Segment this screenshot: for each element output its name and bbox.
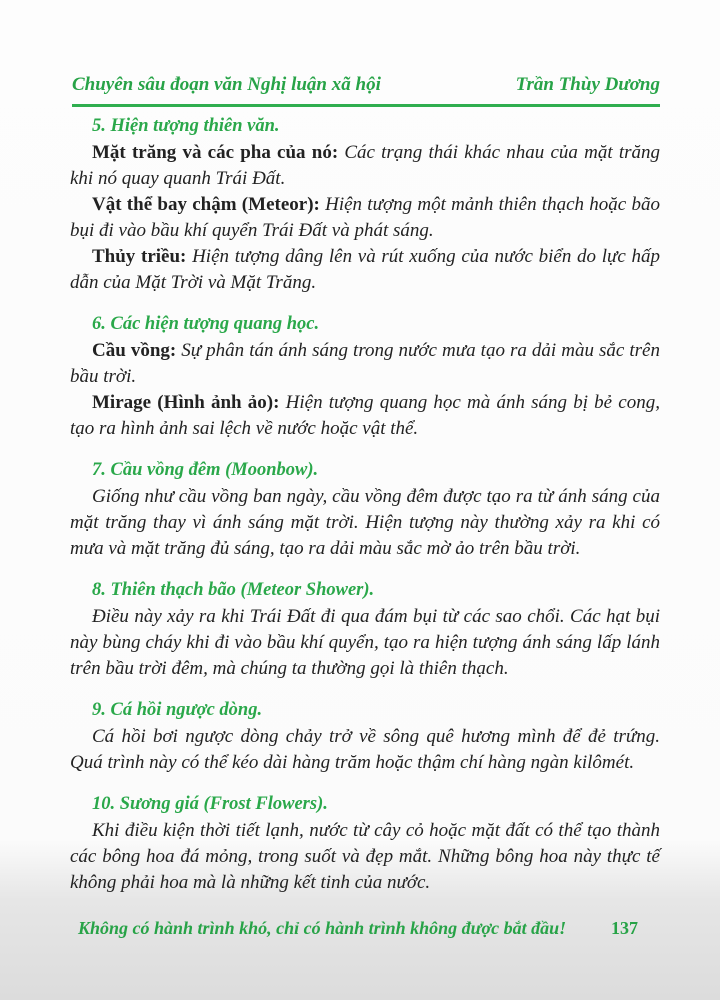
section-heading: 8. Thiên thạch bão (Meteor Shower).	[92, 580, 375, 600]
definition: Hiện tượng dâng lên và rút xuống của nước biển do lực hấp dẫn của Mặt Trời và Mặt Trăng.	[70, 246, 660, 293]
term: Mặt trăng và các pha của nó:	[92, 142, 339, 163]
paragraph	[70, 244, 660, 296]
section-heading: 10. Sương giá (Frost Flowers).	[92, 794, 328, 814]
page-header	[72, 74, 660, 107]
paragraph: Cá hồi bơi ngược dòng chảy trở về sông quê hương mình để đẻ trứng. Quá trình này có thể kéo dài hàng trăm hoặc thậm chí hàng ngàn kilômét.	[70, 726, 660, 773]
section-heading: 6. Các hiện tượng quang học.	[92, 314, 320, 334]
page-number: 137	[611, 918, 638, 938]
term: Cầu vồng:	[92, 340, 177, 361]
term: Vật thể bay chậm (Meteor):	[92, 194, 320, 215]
section-10	[70, 790, 660, 896]
section-9	[70, 696, 660, 776]
paragraph: Giống như cầu vồng ban ngày, cầu vồng đêm được tạo ra từ ánh sáng của mặt trăng thay vì ánh sáng mặt trời. Hiện tượng này thường xảy ra khi có mưa và mặt trăng đủ sáng, tạo ra dải màu sắc mờ ảo trên bầu trời.	[70, 486, 660, 559]
author-name: Trần Thùy Dương	[515, 74, 660, 95]
definition: Các trạng thái khác nhau của mặt trăng khi nó quay quanh Trái Đất.	[70, 142, 660, 189]
paragraph: Khi điều kiện thời tiết lạnh, nước từ cây cỏ hoặc mặt đất có thể tạo thành các bông hoa đá mỏng, trong suốt và đẹp mắt. Những bông hoa này thực tế không phải hoa mà là những kết tinh của nước.	[70, 820, 660, 893]
section-heading: 7. Cầu vồng đêm (Moonbow).	[92, 460, 319, 480]
definition: Hiện tượng một mảnh thiên thạch hoặc bão bụi đi vào bầu khí quyển Trái Đất và phát sáng.	[70, 194, 661, 241]
paragraph	[70, 338, 660, 390]
term: Thủy triều:	[92, 246, 187, 267]
term: Mirage (Hình ảnh ảo):	[92, 392, 280, 413]
definition: Sự phân tán ánh sáng trong nước mưa tạo ra dải màu sắc trên bầu trời.	[70, 340, 660, 387]
paragraph: Điều này xảy ra khi Trái Đất đi qua đám bụi từ các sao chổi. Các hạt bụi này bùng cháy khi đi vào bầu khí quyển, tạo ra hiện tượng ánh sáng lấp lánh trên bầu trời đêm, mà chúng ta thường gọi là thiên thạch.	[70, 606, 660, 679]
paragraph	[70, 390, 660, 442]
book-title: Chuyên sâu đoạn văn Nghị luận xã hội	[72, 74, 381, 95]
footer-motto: Không có hành trình khó, chỉ có hành trình không được bắt đầu!	[78, 918, 567, 938]
section-6	[70, 310, 660, 442]
section-7	[70, 456, 660, 562]
section-5	[70, 112, 660, 296]
paragraph	[70, 192, 660, 244]
page-footer	[78, 918, 638, 939]
paragraph	[70, 140, 660, 192]
section-8	[70, 576, 660, 682]
section-heading: 5. Hiện tượng thiên văn.	[92, 116, 280, 136]
section-heading: 9. Cá hồi ngược dòng.	[92, 700, 263, 720]
definition: Hiện tượng quang học mà ánh sáng bị bẻ cong, tạo ra hình ảnh sai lệch về nước hoặc vật thể.	[70, 392, 660, 439]
page-content	[70, 112, 660, 910]
